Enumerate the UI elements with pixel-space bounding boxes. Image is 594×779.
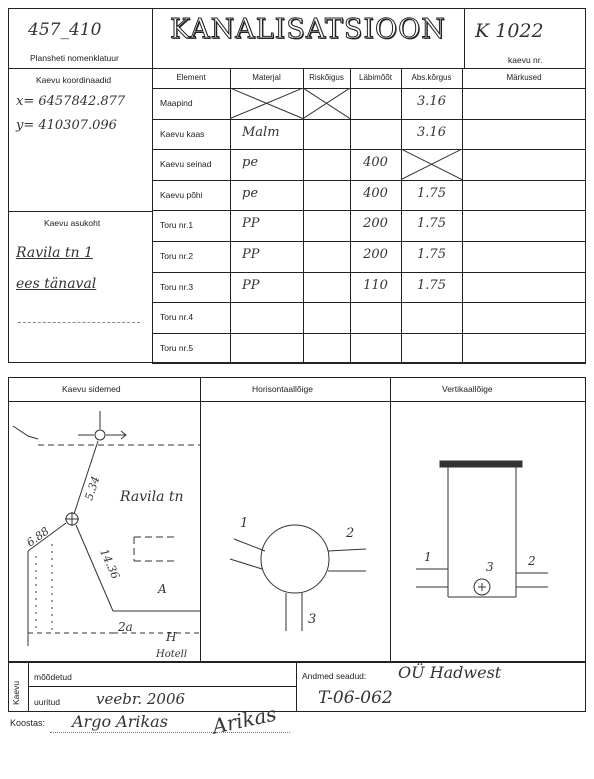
table-column-line: [462, 68, 463, 363]
table-cell-value: 400: [363, 185, 388, 201]
nomenclature-label: Plansheti nomenklatuur: [30, 53, 119, 63]
table-row-line: [152, 119, 586, 120]
pipe-2-line-a: [328, 549, 366, 551]
footer-row-divider: [28, 686, 296, 687]
table-row-element-label: Toru nr.3: [160, 281, 194, 292]
street-edge-line: [13, 426, 38, 439]
hotel-letter-label: H: [166, 630, 177, 644]
table-row-element-label: Toru nr.1: [160, 220, 194, 231]
table-row-line: [152, 88, 586, 89]
well-number-label: kaevu nr.: [508, 55, 543, 65]
location-line-2: ees tänaval: [16, 276, 97, 292]
table-column-line: [401, 68, 402, 363]
measured-label: mõõdetud: [34, 672, 72, 682]
table-header-cell: Materjal: [252, 73, 281, 82]
well-cross-section-circle: [261, 525, 329, 593]
horizontal-pipe-2-label: 2: [346, 526, 355, 541]
vertical-panel-label: Vertikaallõige: [442, 384, 493, 394]
nomenclature-value: 457_410: [28, 20, 102, 40]
building-a-outline: [134, 537, 176, 561]
footer-middle-divider: [296, 662, 297, 712]
coordinate-x: x= 6457842.877: [16, 94, 126, 109]
inventoried-value: veebr. 2006: [96, 690, 186, 708]
coordinates-label: Kaevu koordinaadid: [36, 75, 112, 85]
table-cell-value: pe: [242, 155, 259, 171]
table-row-element-label: Toru nr.4: [160, 312, 194, 323]
location-top-line: [8, 211, 152, 212]
well-cover-lid: [440, 461, 522, 467]
table-cell-value: Malm: [242, 124, 280, 140]
table-column-line: [350, 68, 351, 363]
table-cell-value: PP: [242, 216, 260, 232]
location-label: Kaevu asukoht: [44, 218, 101, 228]
table-header-cell: Läbimõõt: [359, 73, 392, 82]
location-blank-line: [18, 322, 140, 323]
table-row-line: [152, 272, 586, 273]
pipe-1-line-a: [234, 539, 265, 551]
building-a-label: A: [158, 582, 167, 596]
table-cell-value: pe: [242, 185, 259, 201]
table-row-line: [152, 149, 586, 150]
table-cell-value: 200: [363, 216, 388, 232]
location-line-1: Ravila tn 1: [16, 245, 93, 261]
horizontal-section-sketch: [200, 401, 390, 662]
table-header-cell: Märkused: [506, 73, 542, 82]
header-bottom-line: [8, 68, 586, 69]
crossed-out-cell: [230, 88, 303, 119]
table-header-cell: Element: [176, 73, 206, 82]
source-company: OÜ Hadwest: [398, 663, 502, 682]
table-row-line: [152, 180, 586, 181]
header-divider-left: [152, 8, 153, 363]
coordinate-y: y= 410307.096: [16, 118, 117, 133]
page-title: KANALISATSIOON: [170, 14, 446, 45]
building-number-label: 2a: [118, 620, 133, 634]
inventoried-label: uuritud: [34, 697, 60, 707]
author-underline: [50, 732, 290, 733]
header-divider-right: [464, 8, 465, 68]
connections-sketch: [8, 401, 200, 662]
horizontal-pipe-1-label: 1: [240, 516, 249, 531]
source-code: T-06-062: [318, 688, 393, 708]
table-cell-value: 110: [363, 277, 388, 293]
table-cell-value: 200: [363, 247, 388, 262]
table-row-line: [152, 241, 586, 242]
connections-panel-label: Kaevu sidemed: [62, 384, 121, 394]
vertical-pipe-2-label: 2: [528, 554, 536, 568]
hotel-name-label: Hotell: [156, 649, 188, 660]
vertical-pipe-3-label: 3: [486, 560, 494, 574]
upper-well-symbol: [95, 430, 105, 440]
table-cell-value: 1.75: [417, 185, 446, 201]
table-cell-value: 1.75: [417, 277, 446, 293]
table-cell-value: 400: [363, 155, 388, 171]
table-cell-value: 3.16: [417, 124, 446, 140]
horizontal-pipe-3-label: 3: [308, 612, 317, 627]
crossed-out-cell: [401, 149, 462, 180]
dimension-label-1: 5.34: [82, 474, 103, 502]
footer-side-label: Kaevu: [11, 680, 21, 705]
dimension-label-3: 14.36: [97, 546, 122, 581]
table-row-element-label: Toru nr.2: [160, 251, 194, 261]
table-row-element-label: Maapind: [160, 98, 193, 108]
table-row-line: [152, 210, 586, 211]
author-value: Argo Arikas: [72, 712, 168, 731]
vertical-pipe-1-label: 1: [424, 550, 432, 564]
table-cell-value: 1.75: [417, 216, 446, 232]
table-cell-value: PP: [242, 247, 260, 262]
table-row-element-label: Kaevu kaas: [160, 128, 205, 139]
footer-side-divider: [28, 662, 29, 712]
table-header-cell: Abs.kõrgus: [411, 73, 452, 82]
well-number-value: K 1022: [475, 20, 544, 42]
horizontal-panel-label: Horisontaallõige: [252, 384, 313, 394]
dimension-label-2: 6.88: [24, 524, 52, 550]
table-cell-value: 3.16: [417, 94, 446, 109]
author-label: Koostas:: [10, 718, 46, 728]
author-signature: Arikas: [210, 701, 279, 739]
vertical-section-sketch: [390, 401, 586, 662]
table-row-line: [152, 333, 586, 334]
table-row-line: [152, 363, 586, 364]
table-row-element-label: Kaevu seinad: [160, 159, 212, 170]
table-row-element-label: Toru nr.5: [160, 342, 194, 353]
table-cell-value: 1.75: [417, 247, 446, 262]
pipe-1-line-b: [230, 559, 262, 569]
crossed-out-cell: [303, 88, 350, 119]
table-cell-value: PP: [242, 277, 260, 293]
street-name-label: Ravila tn: [120, 489, 184, 505]
table-header-cell: Riskõigus: [309, 73, 344, 82]
table-row-line: [152, 302, 586, 303]
source-label: Andmed seadud:: [302, 671, 367, 681]
table-row-element-label: Kaevu põhi: [160, 189, 203, 200]
